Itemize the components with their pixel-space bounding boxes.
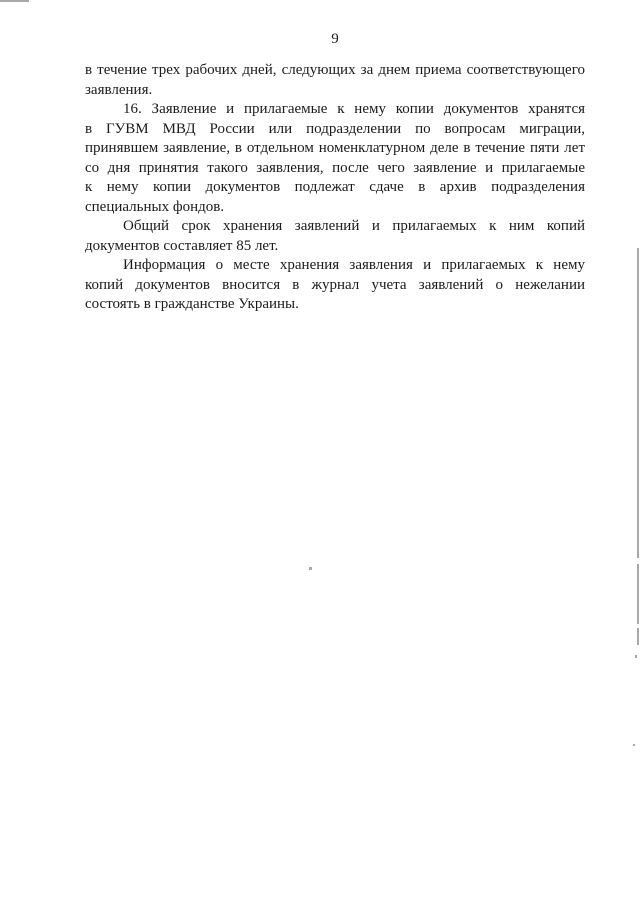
text-line: 16. Заявление и прилагаемые к нему копии документов хранятся [123,101,585,117]
text-line: Общий срок хранения заявлений и прилагаемых к ним копий [123,218,585,234]
paragraph [85,256,585,315]
document-body [85,61,585,315]
text-line: документов составляет 85 лет. [85,237,279,254]
paragraph [85,217,585,256]
text-line: копий документов вносится в журнал учета заявлений о нежелании [85,276,585,293]
paragraph [85,61,585,100]
scan-artifact-right-line-lower [637,564,639,624]
text-line: специальных фондов. [85,198,225,215]
text-line: состоять в гражданстве Украины. [85,296,299,312]
scan-artifact-top-left-line [0,0,29,2]
text-line: к нему копии документов подлежат сдаче в архив подразделения [85,179,585,195]
text-line: Информация о месте хранения заявления и прилагаемых к нему [123,257,585,273]
scan-artifact-right-speck-2 [633,744,635,746]
scan-artifact-right-line-upper [637,248,639,558]
scan-artifact-right-dash [637,628,639,645]
scan-artifact-center-speck [309,567,312,570]
scan-artifact-right-speck-1 [635,655,637,658]
paragraph [85,100,585,217]
text-line: со дня принятия такого заявления, после чего заявление и прилагаемые [85,159,585,176]
text-line: в ГУВМ МВД России или подразделении по вопросам миграции, [85,120,585,137]
text-line: в течение трех рабочих дней, следующих за днем приема соответствующего [85,62,585,78]
text-line: принявшем заявление, в отдельном номенклатурном деле в течение пяти лет [85,140,585,156]
page-number: 9 [331,31,339,47]
text-line: заявления. [85,81,153,98]
